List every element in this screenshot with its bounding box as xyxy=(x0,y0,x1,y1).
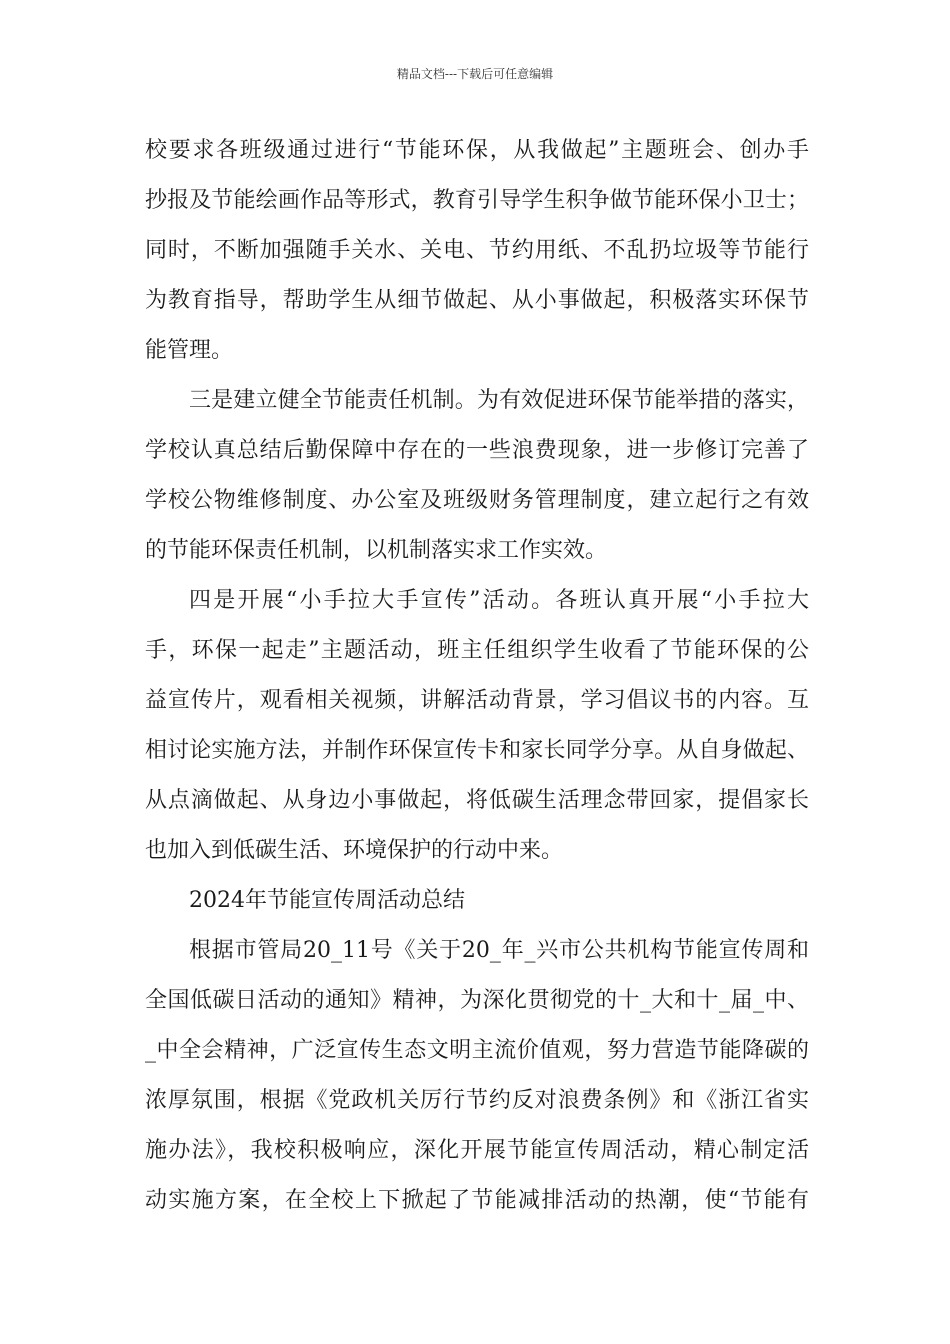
text-line: _中全会精神，广泛宣传生态文明主流价值观，努力营造节能降碳的 xyxy=(145,1038,809,1063)
text-line: 的节能环保责任机制，以机制落实求工作实效。 xyxy=(145,538,608,563)
text-line: 学校认真总结后勤保障中存在的一些浪费现象，进一步修订完善了 xyxy=(145,438,809,463)
text-line: 学校公物维修制度、办公室及班级财务管理制度，建立起行之有效 xyxy=(145,488,809,513)
text-line: 手，环保一起走”主题活动，班主任组织学生收看了节能环保的公 xyxy=(145,638,809,663)
section-heading xyxy=(145,876,809,926)
page-header: 精品文档---下载后可任意编辑 xyxy=(396,67,554,81)
text-line: 能管理。 xyxy=(145,338,234,363)
heading-text: 2024年节能宣传周活动总结 xyxy=(189,888,465,913)
text-line: 四是开展“小手拉大手宣传”活动。各班认真开展“小手拉大 xyxy=(189,588,809,613)
paragraph xyxy=(145,576,809,876)
text-line: 相讨论实施方法，并制作环保宣传卡和家长同学分享。从自身做起、 xyxy=(145,738,809,763)
text-line: 施办法》，我校积极响应，深化开展节能宣传周活动，精心制定活 xyxy=(145,1138,809,1163)
document-body xyxy=(145,126,809,1226)
text-line: 校要求各班级通过进行“节能环保，从我做起”主题班会、创办手 xyxy=(145,138,809,163)
text-line: 三是建立健全节能责任机制。为有效促进环保节能举措的落实， xyxy=(189,388,809,413)
paragraph xyxy=(145,926,809,1226)
text-line: 抄报及节能绘画作品等形式，教育引导学生积争做节能环保小卫士； xyxy=(145,188,809,213)
text-line: 根据市管局20_11号《关于20_年_兴市公共机构节能宣传周和 xyxy=(189,938,809,963)
text-line: 全国低碳日活动的通知》精神，为深化贯彻党的十_大和十_届_中、 xyxy=(145,988,809,1013)
text-line: 浓厚氛围，根据《党政机关厉行节约反对浪费条例》和《浙江省实 xyxy=(145,1088,809,1113)
paragraph xyxy=(145,376,809,576)
text-line: 为教育指导，帮助学生从细节做起、从小事做起，积极落实环保节 xyxy=(145,288,809,313)
text-line: 从点滴做起、从身边小事做起，将低碳生活理念带回家，提倡家长 xyxy=(145,788,809,813)
text-line: 同时，不断加强随手关水、关电、节约用纸、不乱扔垃圾等节能行 xyxy=(145,238,809,263)
text-line: 益宣传片，观看相关视频，讲解活动背景，学习倡议书的内容。互 xyxy=(145,688,809,713)
paragraph xyxy=(145,126,809,376)
text-line: 动实施方案，在全校上下掀起了节能减排活动的热潮，使“节能有 xyxy=(145,1188,809,1213)
text-line: 也加入到低碳生活、环境保护的行动中来。 xyxy=(145,838,564,863)
